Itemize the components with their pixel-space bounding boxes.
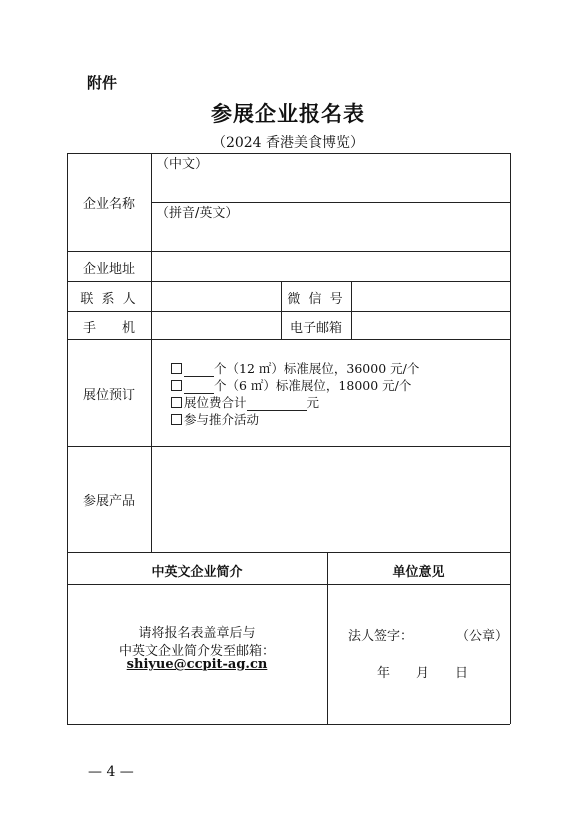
company-name-en-field[interactable]	[156, 224, 506, 248]
checkbox-12sqm[interactable]	[171, 363, 182, 374]
booth-booking-label: 展位预订	[82, 388, 135, 403]
company-name-cn-hint: （中文）	[156, 157, 209, 172]
page-number: — 4 —	[88, 764, 134, 780]
wechat-label: 微 信 号	[287, 292, 345, 307]
exhibit-products-field[interactable]	[153, 449, 508, 549]
wechat-field[interactable]	[353, 283, 508, 309]
email-label: 电子邮箱	[289, 321, 342, 336]
contact-email-link[interactable]: shiyue@ccpit-ag.cn	[126, 657, 268, 672]
company-intro-header: 中英文企业简介	[151, 565, 243, 580]
legal-signature-label: 法人签字：	[348, 629, 414, 644]
booth-option-6sqm-text: 个（6 ㎡）标准展位，18000 元/个	[214, 378, 412, 393]
checkbox-promotion[interactable]	[171, 414, 182, 425]
contact-person-field[interactable]	[153, 283, 279, 309]
company-address-field[interactable]	[153, 253, 508, 279]
fee-total-blank[interactable]	[247, 397, 307, 411]
company-name-en-hint: （拼音/英文）	[156, 206, 239, 221]
promotion-activity	[171, 410, 259, 428]
contact-person-label: 联 系 人	[80, 292, 138, 307]
promotion-activity-text: 参与推介活动	[184, 412, 260, 427]
company-name-cn-field[interactable]	[156, 174, 506, 198]
exhibit-products-label: 参展产品	[82, 494, 135, 509]
quantity-6sqm-blank[interactable]	[184, 380, 214, 394]
checkbox-6sqm[interactable]	[171, 380, 182, 391]
mobile-field[interactable]	[153, 313, 279, 337]
intro-instruction-line2: 中英文企业简介发至邮箱：	[118, 644, 275, 659]
booth-option-6sqm	[171, 376, 411, 394]
official-seal-label: （公章）	[456, 629, 509, 644]
mobile-label: 手 机	[82, 321, 135, 336]
date-label: 年 月 日	[377, 666, 469, 681]
booth-fee-total-text: 展位费合计	[184, 395, 247, 410]
intro-instruction-line1: 请将报名表盖章后与	[138, 626, 256, 641]
company-name-label: 企业名称	[82, 197, 135, 212]
form-title: 参展企业报名表	[211, 101, 365, 126]
unit-opinion-header: 单位意见	[392, 565, 445, 580]
company-address-label: 企业地址	[82, 262, 135, 277]
email-field[interactable]	[353, 313, 508, 337]
form-subtitle: （2024 香港美食博览）	[211, 135, 365, 151]
booth-fee-total	[171, 393, 319, 411]
booth-fee-unit: 元	[306, 395, 320, 410]
attachment-label: 附件	[87, 74, 118, 92]
booth-option-12sqm	[171, 359, 419, 377]
checkbox-fee-total[interactable]	[171, 397, 182, 408]
booth-option-12sqm-text: 个（12 ㎡）标准展位，36000 元/个	[214, 361, 420, 376]
quantity-12sqm-blank[interactable]	[184, 363, 214, 377]
